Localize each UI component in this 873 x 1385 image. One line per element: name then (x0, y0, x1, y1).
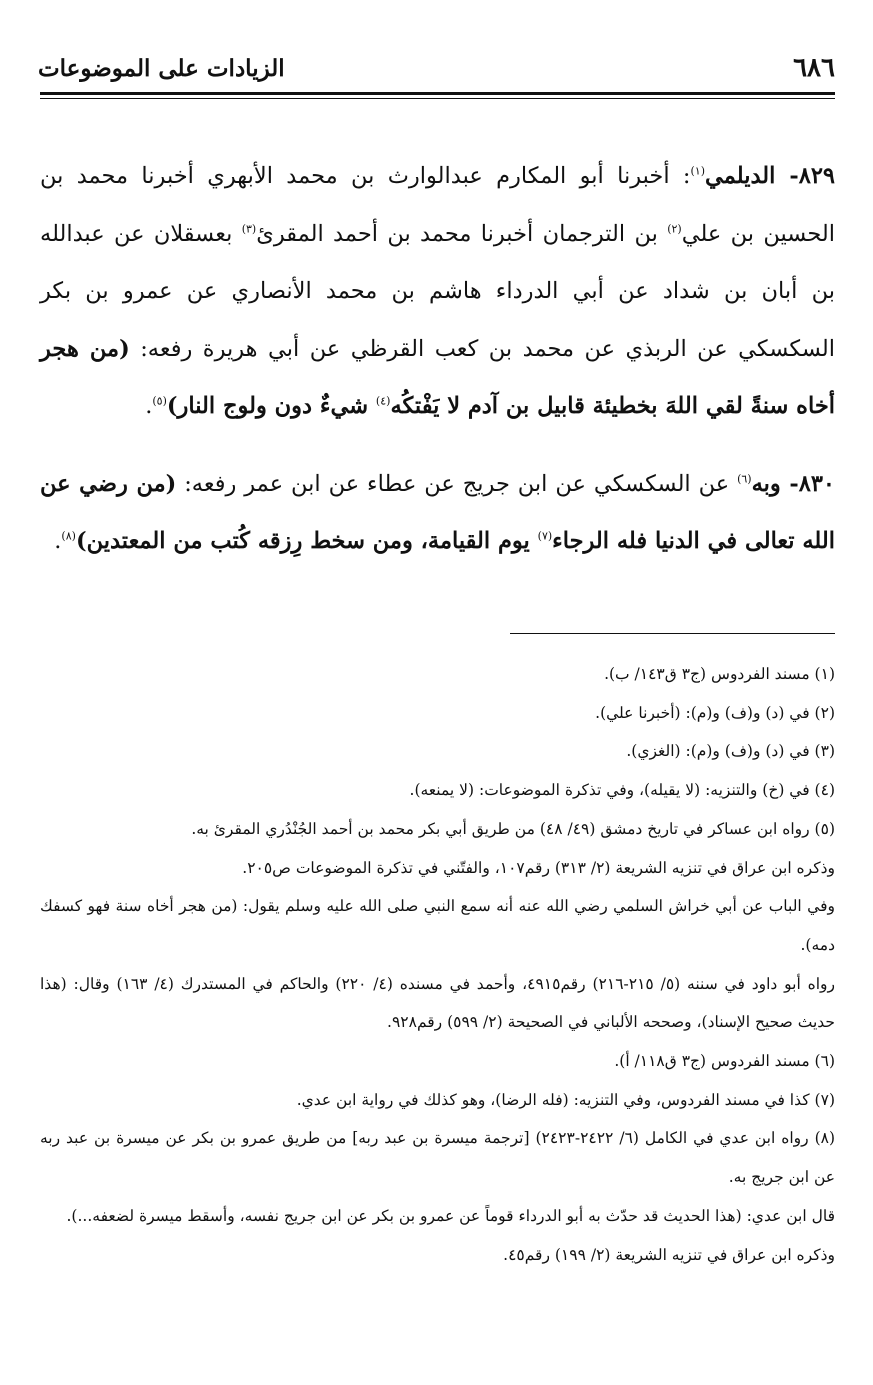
footnote-ref: (٧) (537, 529, 553, 543)
header-rule-thin (40, 98, 835, 99)
isnad-text: عن السكسكي عن ابن جريج عن عطاء عن ابن عمر رفعه: (176, 470, 738, 497)
footnote-ref: (٢) (667, 222, 682, 235)
footnote-8-cont-2: وذكره ابن عراق في تنزيه الشريعة (٢/ ١٩٩) رقم٤٥. (503, 1245, 835, 1264)
footnote-ref: (٤) (375, 394, 391, 408)
running-title: الزيادات على الموضوعات (38, 54, 285, 82)
footnote-2: (٢) في (د) و(ف) و(م): (أخبرنا علي). (595, 703, 835, 722)
footnote-ref: (٣) (241, 222, 257, 235)
footnote-ref: (٨) (61, 529, 76, 543)
isnad-text: بعسقلان عن عبدالله بن أبان بن شداد عن أبي الدرداء هاشم بن محمد الأنصاري عن عمرو بن بكر السكسكي عن الربذي عن محمد بن كعب القرظي عن أبي هريرة رفعه: (40, 220, 835, 362)
entry-829 (40, 148, 835, 436)
entry-source: وبه (751, 470, 781, 497)
footnote-1: (١) مسند الفردوس (ج٣ ق١٤٣/ ب). (604, 665, 835, 683)
footnote-5-cont-3: رواه أبو داود في سننه (٥/ ٢١٥-٢١٦) رقم٤٩١٥، وأحمد في مسنده (٤/ ٢٢٠) والحاكم في المستدرك (٤/ ١٦٣) وقال: (هذا حديث صحيح الإسناد)، وصححه الألباني في الصحيحة (٢/ ٥٩٩) رقم٩٢٨. (40, 974, 835, 1032)
entry-end: . (54, 528, 62, 554)
isnad-text: : أخبرنا أبو المكارم عبدالوارث بن محمد الأبهري أخبرنا محمد بن الحسين بن علي (40, 163, 835, 247)
footnote-3: (٣) في (د) و(ف) و(م): (الغزي). (626, 742, 835, 761)
hadith-text: شيءٌ دون ولوج النار) (166, 393, 376, 419)
hadith-text: يوم القيامة، ومن سخط رِزقه كُتب من المعتدين) (75, 528, 538, 554)
entry-source: الديلمي (705, 163, 776, 189)
footnote-5: (٥) رواه ابن عساكر في تاريخ دمشق (٤٩/ ٤٨) من طريق أبي بكر محمد بن أحمد الجُنْدُري المقرئ به. (191, 819, 835, 838)
entry-number: ٨٢٩- (775, 163, 835, 189)
footnote-ref: (١) (690, 164, 705, 178)
footnote-ref: (٥) (152, 394, 167, 408)
entry-end: . (145, 393, 153, 419)
footnotes (40, 655, 835, 1274)
header-rule-thick (40, 92, 835, 95)
footnote-7: (٧) كذا في مسند الفردوس، وفي التنزيه: (فله الرضا)، وهو كذلك في رواية ابن عدي. (296, 1090, 835, 1109)
footnote-8: (٨) رواه ابن عدي في الكامل (٦/ ٢٤٢٢-٢٤٢٣) [ترجمة ميسرة بن عبد ربه] من طريق عمرو بن بكر عن ميسرة بن عبد ربه عن ابن جريج به. (40, 1129, 836, 1187)
footnote-8-cont-1: قال ابن عدي: (هذا الحديث قد حدّث به أبو الدرداء قوماً عن عمرو بن بكر عن ابن جريج نفسه، وأسقط ميسرة لضعفه...). (66, 1206, 835, 1225)
main-text (40, 148, 835, 571)
footnote-ref: (٦) (737, 472, 752, 485)
hadith-text: (من هجر أخاه سنةً لقي اللهَ بخطيئة قابيل بن آدم لا يَفْتكُه (40, 335, 835, 419)
footnote-4: (٤) في (خ) والتنزيه: (لا يقيله)، وفي تذكرة الموضوعات: (لا يمنعه). (409, 781, 835, 800)
footnote-5-cont-2: وفي الباب عن أبي خراش السلمي رضي الله عنه أنه سمع النبي صلى الله عليه وسلم يقول: (من هجر أخاه سنة فهو كسفك دمه). (40, 897, 835, 954)
page-header (38, 46, 835, 90)
footnote-5-cont-1: وذكره ابن عراق في تنزيه الشريعة (٢/ ٣١٣) رقم١٠٧، والفتّني في تذكرة الموضوعات ص٢٠٥. (242, 858, 835, 877)
footnote-separator (510, 633, 835, 634)
hadith-text: (من رضي عن الله تعالى في الدنيا فله الرجاء (40, 470, 835, 554)
isnad-text: بن الترجمان أخبرنا محمد بن أحمد المقرئ (256, 220, 668, 247)
entry-830 (40, 456, 835, 571)
entry-number: ٨٣٠- (780, 470, 835, 497)
page-number: ٦٨٦ (793, 53, 835, 83)
footnote-6: (٦) مسند الفردوس (ج٣ ق١١٨/ أ). (614, 1052, 835, 1071)
